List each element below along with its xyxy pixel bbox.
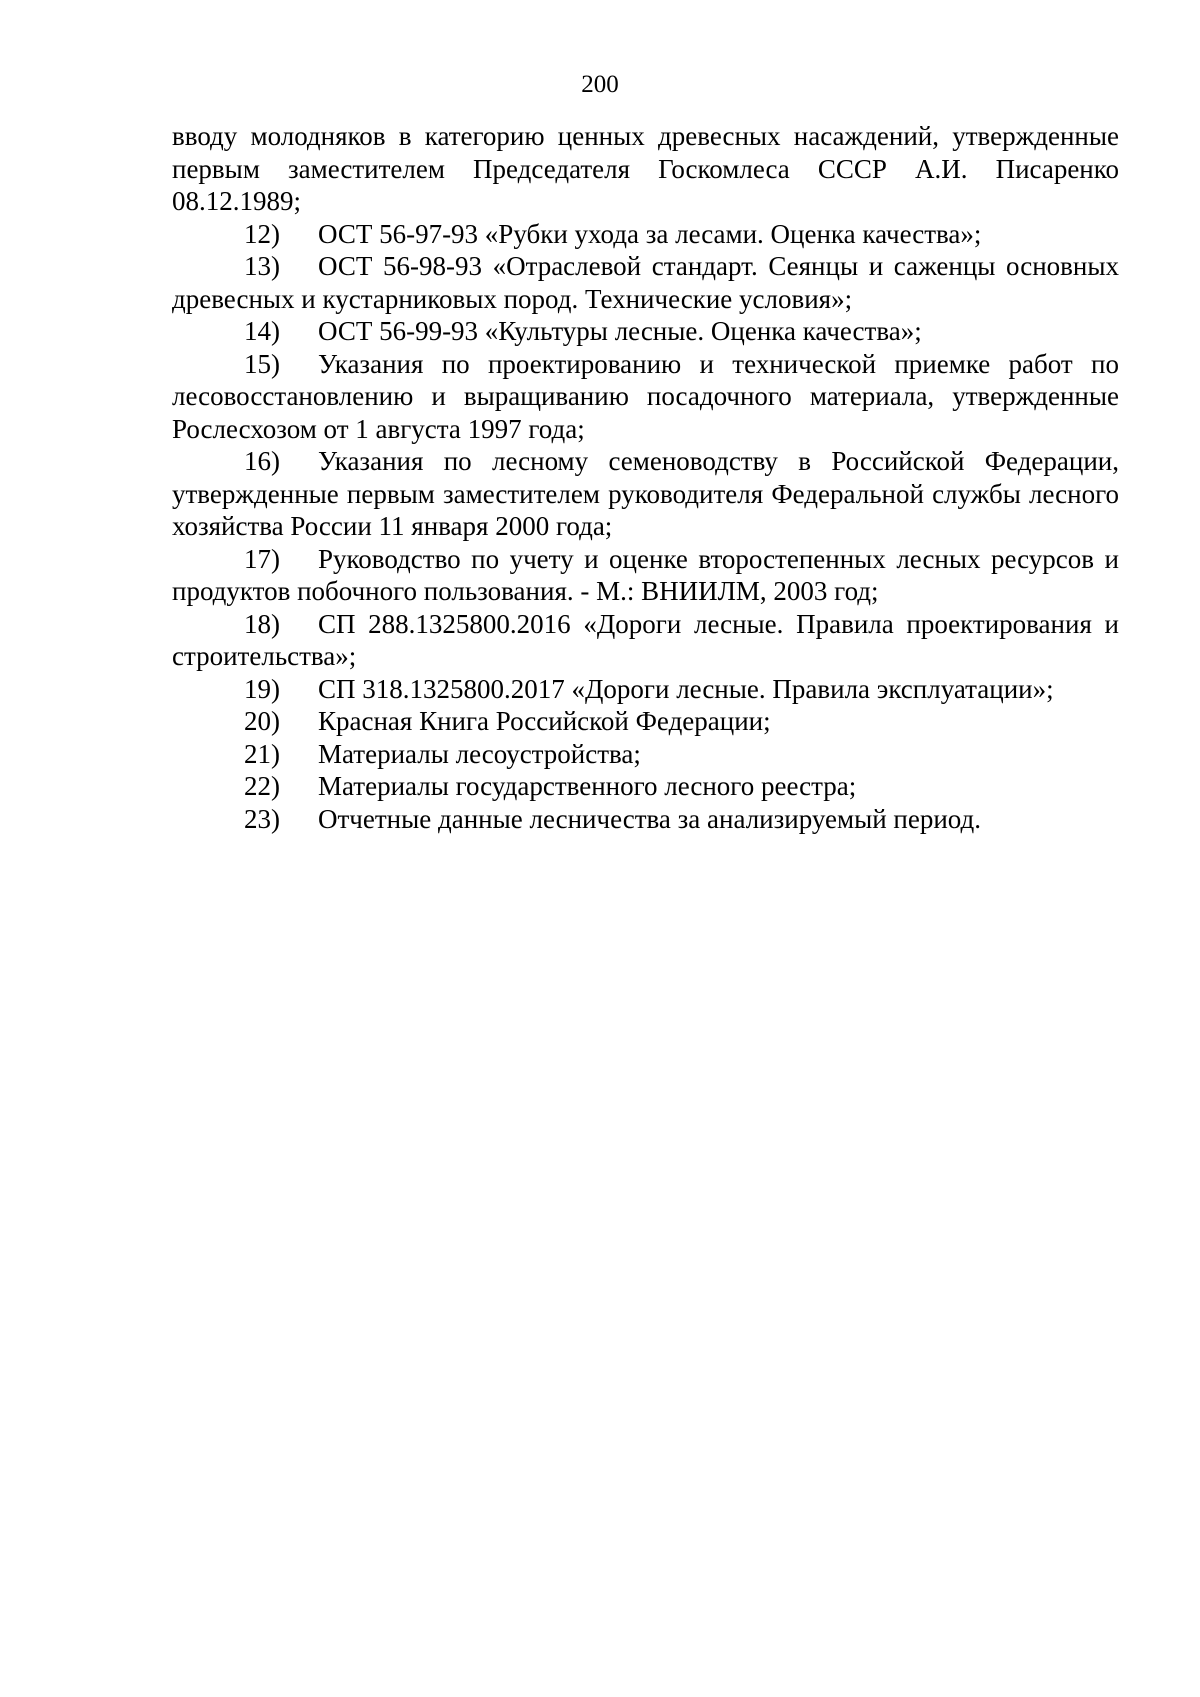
list-item-text: ОСТ 56-98-93 «Отраслевой стандарт. Сеянцы и саженцы основных древесных и кустарниковых пород. Технические условия»;: [172, 251, 1119, 314]
list-item-text: Отчетные данные лесничества за анализируемый период.: [318, 803, 982, 834]
list-item-text: Материалы лесоустройства;: [318, 738, 641, 769]
list-item: [172, 348, 1119, 446]
list-item-number: 22): [244, 771, 280, 801]
list-item: [172, 543, 1119, 608]
list-item-number: 21): [244, 738, 280, 769]
list-item-text: Материалы государственного лесного реестра;: [318, 771, 857, 801]
list-item-number: 14): [244, 316, 280, 346]
list-item: [172, 803, 1119, 836]
list-item-text: СП 318.1325800.2017 «Дороги лесные. Правила эксплуатации»;: [318, 673, 1054, 704]
list-item-number: 15): [244, 348, 280, 379]
list-item-number: 20): [244, 706, 280, 736]
list-item: [172, 250, 1119, 315]
list-item-number: 19): [244, 673, 280, 704]
list-item-text: Указания по проектированию и технической приемке работ по лесовосстановлению и выращиванию посадочного материала, утвержденные Рослесхозом от 1 августа 1997 года;: [172, 348, 1119, 444]
list-item-text: СП 288.1325800.2016 «Дороги лесные. Правила проектирования и строительства»;: [172, 608, 1119, 671]
list-item-text: ОСТ 56-97-93 «Рубки ухода за лесами. Оценка качества»;: [318, 218, 982, 249]
list-item: [172, 218, 1119, 251]
list-item-text: Указания по лесному семеноводству в Российской Федерации, утвержденные первым заместителем руководителя Федеральной службы лесного хозяйства России 11 января 2000 года;: [172, 446, 1119, 541]
list-item: [172, 770, 1119, 803]
document-body: [172, 120, 1119, 835]
list-item: [172, 705, 1119, 738]
list-item: [172, 673, 1119, 706]
list-item-number: 17): [244, 543, 280, 574]
list-item-text: ОСТ 56-99-93 «Культуры лесные. Оценка качества»;: [318, 316, 922, 346]
list-item-number: 16): [244, 446, 280, 476]
list-item-number: 18): [244, 608, 280, 639]
page-number: 200: [581, 71, 619, 98]
list-item: [172, 445, 1119, 543]
list-item: [172, 608, 1119, 673]
list-item-text: Руководство по учету и оценке второстепенных лесных ресурсов и продуктов побочного пользования. - М.: ВНИИЛМ, 2003 год;: [172, 543, 1119, 606]
list-item-number: 12): [244, 218, 280, 249]
list-item-text: Красная Книга Российской Федерации;: [318, 706, 771, 736]
continuation-paragraph: вводу молодняков в категорию ценных древесных насаждений, утвержденные первым заместителем Председателя Госкомлеса СССР А.И. Писаренко 08.12.1989;: [172, 121, 1119, 216]
list-item-number: 23): [244, 803, 280, 834]
list-item: [172, 315, 1119, 348]
list-item-number: 13): [244, 251, 280, 281]
list-item: [172, 738, 1119, 771]
